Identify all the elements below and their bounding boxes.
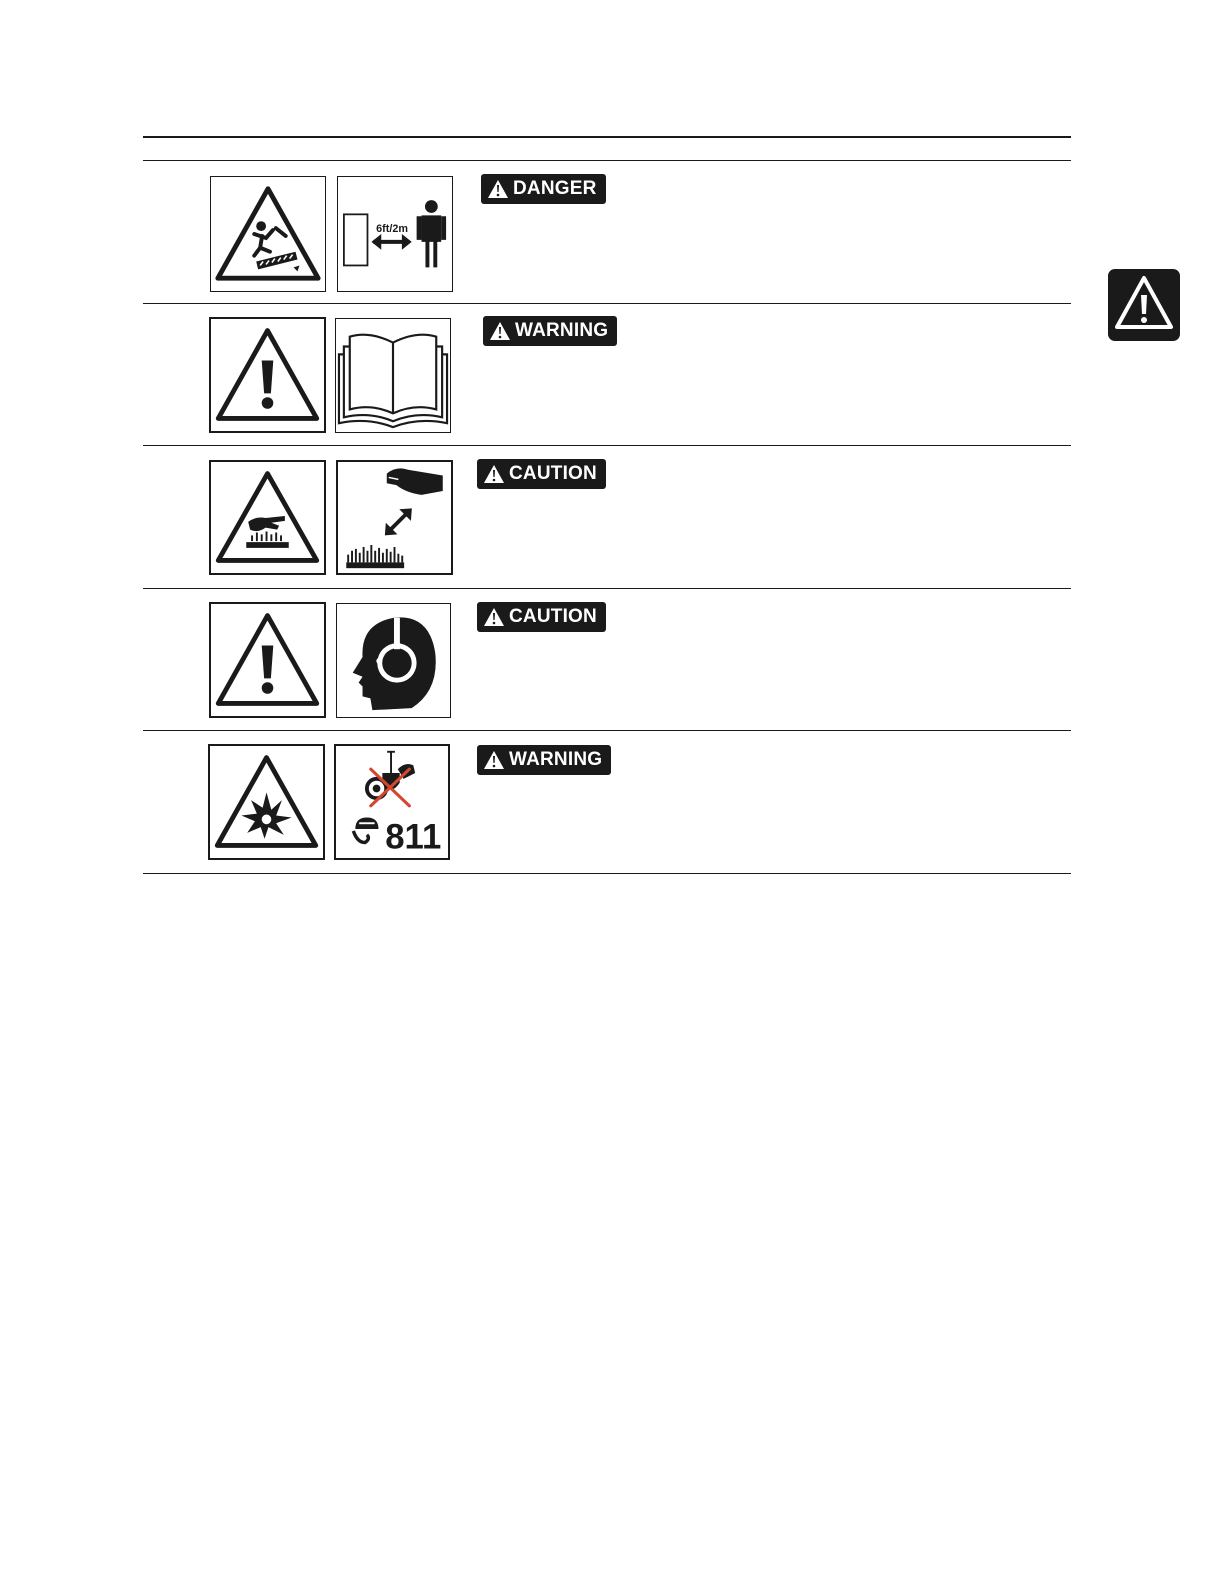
read-manual-icon xyxy=(336,319,450,432)
alert-triangle-icon xyxy=(483,750,505,770)
signal-word: DANGER xyxy=(513,178,597,199)
call-before-dig-pictogram xyxy=(334,744,450,860)
row-divider xyxy=(143,588,1071,589)
crushing-hazard-pictogram xyxy=(210,176,326,292)
signal-word-badge xyxy=(483,316,617,346)
safety-section-tab xyxy=(1108,269,1180,341)
signal-word-badge xyxy=(477,745,611,775)
general-alert-icon xyxy=(211,319,324,431)
hot-surface-icon xyxy=(211,462,324,573)
read-manual-pictogram xyxy=(335,318,451,433)
table-top-rule xyxy=(143,160,1071,161)
keep-distance-icon xyxy=(338,177,452,291)
call-number: 811 xyxy=(385,818,442,857)
table-bottom-rule xyxy=(143,873,1071,874)
general-alert-pictogram xyxy=(209,602,326,718)
keep-hands-away-icon xyxy=(338,462,451,573)
signal-word-badge xyxy=(481,174,606,204)
crushing-hazard-icon xyxy=(211,177,325,291)
explosion-hazard-pictogram xyxy=(208,744,325,860)
signal-word: CAUTION xyxy=(509,463,597,484)
page-top-rule xyxy=(143,136,1071,138)
explosion-hazard-icon xyxy=(210,746,323,858)
alert-triangle-icon xyxy=(489,321,511,341)
keep-distance-pictogram xyxy=(337,176,453,292)
hot-surface-pictogram xyxy=(209,460,326,575)
call-before-dig-icon xyxy=(336,746,448,858)
alert-triangle-icon xyxy=(487,179,509,199)
signal-word: WARNING xyxy=(509,749,603,770)
general-alert-pictogram xyxy=(209,317,326,433)
hearing-protection-pictogram xyxy=(336,603,451,718)
alert-triangle-icon xyxy=(483,464,505,484)
keep-hands-away-pictogram xyxy=(336,460,453,575)
row-divider xyxy=(143,303,1071,304)
general-alert-icon xyxy=(211,604,324,716)
signal-word-badge xyxy=(477,602,606,632)
alert-triangle-icon xyxy=(483,607,505,627)
signal-word: WARNING xyxy=(515,320,609,341)
signal-word-badge xyxy=(477,459,606,489)
hearing-protection-icon xyxy=(337,604,450,717)
row-divider xyxy=(143,730,1071,731)
safety-alert-icon xyxy=(1108,269,1180,341)
row-divider xyxy=(143,445,1071,446)
distance-label: 6ft/2m xyxy=(376,223,408,236)
signal-word: CAUTION xyxy=(509,606,597,627)
